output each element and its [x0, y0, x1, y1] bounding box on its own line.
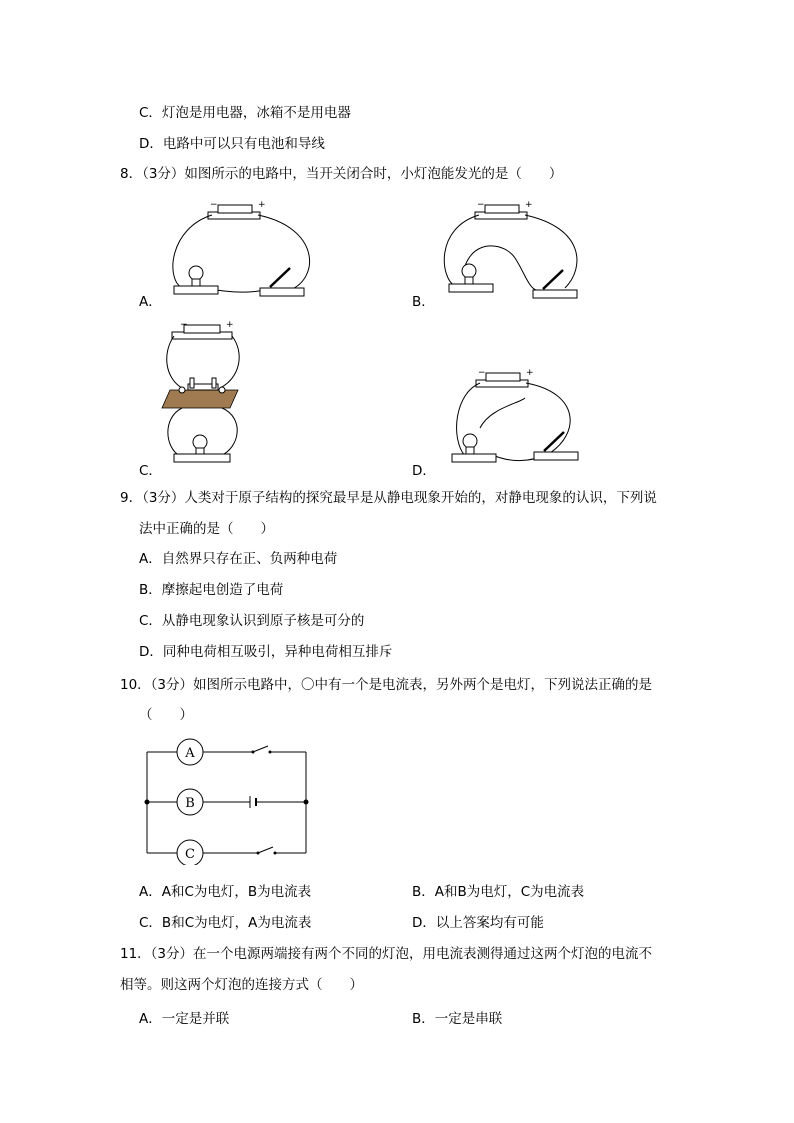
- battery-cell: [218, 205, 252, 213]
- svg-text:+: +: [226, 320, 234, 330]
- bulb-icon: [189, 266, 203, 280]
- bulb-icon: [193, 435, 207, 449]
- q8-figure-a: [160, 198, 330, 303]
- q9-stem-line1: 9．（3分）人类对于原子结构的探究最早是从静电现象开始的，对静电现象的认识，下列说: [120, 490, 657, 506]
- svg-text:+: +: [525, 200, 533, 210]
- q11-option-b: B．一定是串联: [412, 1011, 503, 1027]
- svg-text:−: −: [477, 200, 485, 210]
- q9-option-b: B．摩擦起电创造了电荷: [139, 582, 284, 598]
- bulb-icon: [463, 434, 477, 448]
- switch-bottom: [258, 847, 273, 853]
- q10-option-c: C．B和C为电灯，A为电流表: [139, 915, 312, 931]
- q8-figure-c: [160, 318, 260, 468]
- svg-text:−: −: [478, 368, 486, 378]
- svg-text:+: +: [258, 200, 266, 210]
- q8-figure-b: [435, 198, 605, 303]
- q8-label-c: C．: [139, 463, 162, 479]
- q10-stem-line1: 10．（3分）如图所示电路中，〇中有一个是电流表，另外两个是电灯，下列说法正确的是: [120, 677, 653, 693]
- q8-label-d: D．: [412, 463, 436, 479]
- lamp-base: [174, 286, 218, 294]
- q10-option-d: D．以上答案均有可能: [412, 915, 544, 931]
- q7-option-c: C．灯泡是用电器，冰箱不是用电器: [139, 105, 351, 121]
- q8-label-a: A．: [139, 294, 162, 310]
- q11-stem-line1: 11．（3分）在一个电源两端接有两个不同的灯泡，用电流表测得通过这两个灯泡的电流不: [120, 946, 653, 962]
- switch-board: [162, 390, 238, 408]
- label-c: C: [185, 847, 195, 862]
- bulb-icon: [462, 264, 476, 278]
- q9-option-a: A．自然界只存在正、负两种电荷: [139, 551, 338, 567]
- svg-text:−: −: [210, 200, 218, 210]
- q10-circuit: [140, 735, 315, 865]
- q11-stem-line2: 相等。则这两个灯泡的连接方式（ ）: [120, 977, 363, 993]
- q8-label-b: B．: [412, 294, 435, 310]
- q10-stem-line2: （ ）: [139, 707, 193, 723]
- q11-option-a: A．一定是并联: [139, 1011, 230, 1027]
- switch-base: [260, 288, 304, 296]
- q9-option-c: C．从静电现象认识到原子核是可分的: [139, 613, 365, 629]
- svg-text:−: −: [180, 320, 188, 330]
- q10-option-a: A．A和C为电灯，B为电流表: [139, 884, 312, 900]
- label-a: A: [185, 746, 195, 761]
- switch-top: [253, 746, 268, 752]
- q7-option-d: D．电路中可以只有电池和导线: [139, 136, 325, 152]
- q9-option-d: D．同种电荷相互吸引，异种电荷相互排斥: [139, 644, 393, 660]
- label-b: B: [185, 796, 195, 811]
- svg-text:+: +: [526, 368, 534, 378]
- q9-stem-line2: 法中正确的是（ ）: [139, 521, 274, 537]
- q10-option-b: B．A和B为电灯，C为电流表: [412, 884, 585, 900]
- q8-figure-d: [450, 368, 590, 468]
- q8-stem: 8．（3分）如图所示的电路中，当开关闭合时，小灯泡能发光的是（ ）: [120, 166, 563, 182]
